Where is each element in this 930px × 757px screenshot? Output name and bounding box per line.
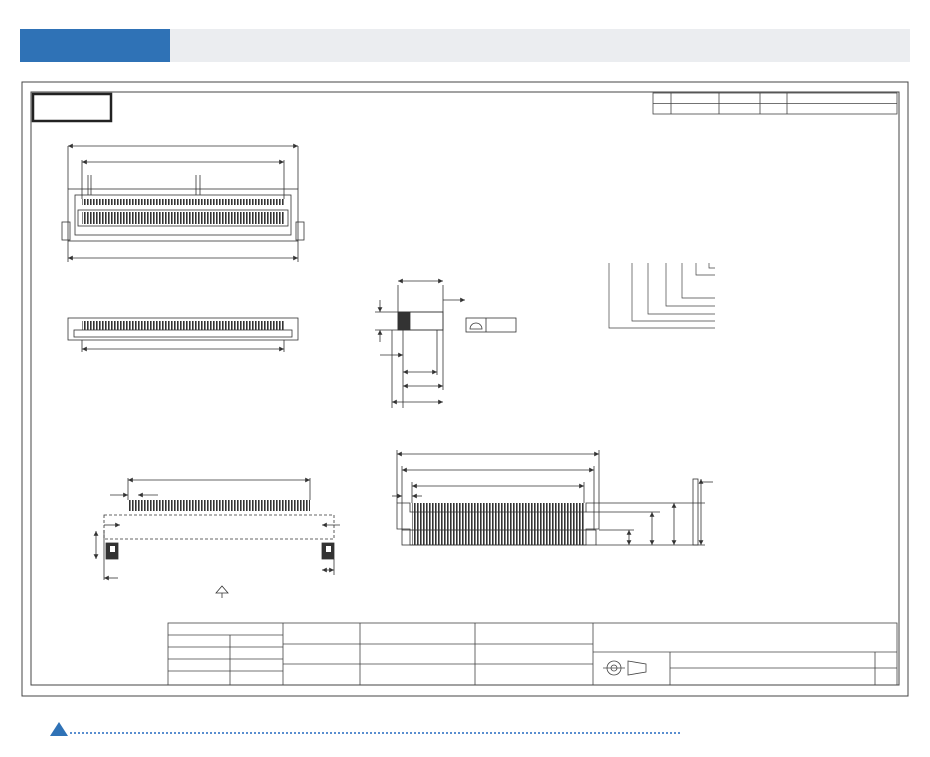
fpc-dimension <box>392 450 713 545</box>
pcb-layout <box>96 478 340 598</box>
connector-bottom-view <box>68 318 298 352</box>
rohs-mark <box>33 94 111 121</box>
title-block <box>168 623 897 685</box>
footer-triangle-icon <box>50 722 68 736</box>
revision-table <box>653 93 897 114</box>
partno-leaders <box>609 263 715 328</box>
drawing-frame <box>22 82 908 696</box>
footer-divider <box>70 732 680 734</box>
connector-side-view <box>375 281 516 408</box>
connector-top-view <box>62 146 304 262</box>
